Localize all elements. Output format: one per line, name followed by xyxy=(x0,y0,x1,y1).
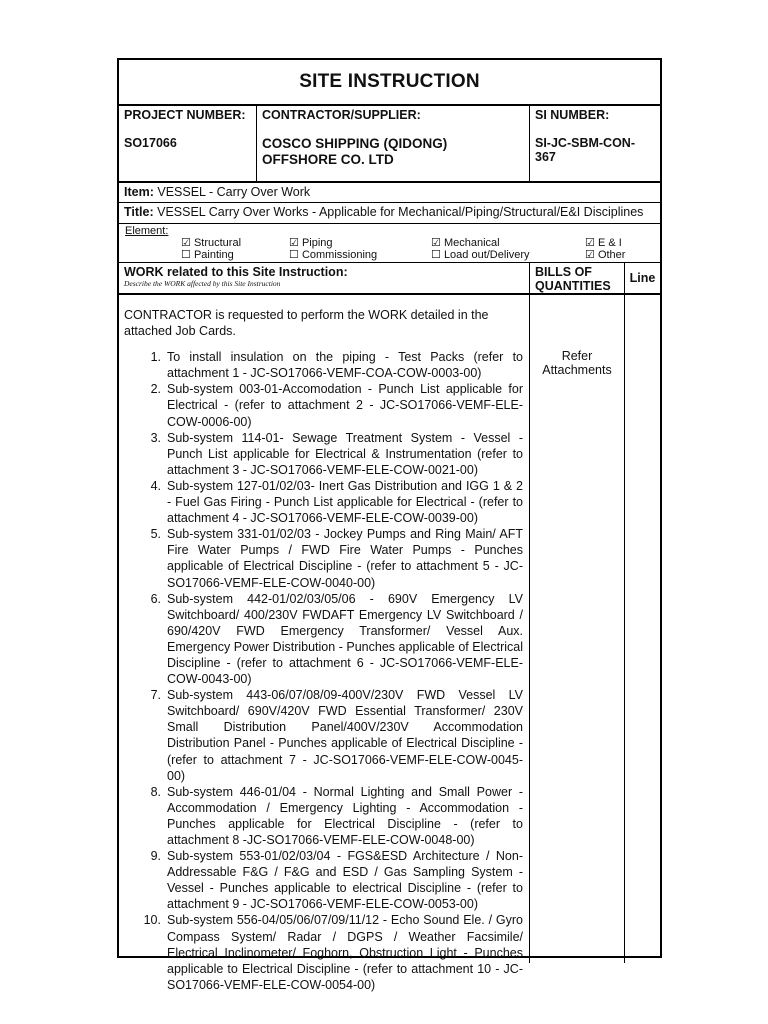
work-item xyxy=(124,848,523,912)
checkbox-icon: ☐ xyxy=(431,249,441,261)
title-row xyxy=(119,203,660,224)
project-cell xyxy=(119,106,257,181)
checkbox-label: Load out/Delivery xyxy=(443,249,530,261)
checkbox-label: Mechanical xyxy=(443,237,500,249)
work-item xyxy=(124,349,523,381)
si-number-label: SI NUMBER: xyxy=(535,108,610,122)
checkbox-icon: ☐ xyxy=(289,249,299,261)
form-title: SITE INSTRUCTION xyxy=(119,60,660,106)
checkbox-label: E & I xyxy=(597,237,622,249)
work-item-text: Sub-system 442-01/02/03/05/06 - 690V Emergency LV Switchboard/ 400/230V FWDAFT Emergency LV Switchboard / 690/420V FWD Emergency Transformer/ Vessel Aux. Emergency Power Distribution - Punches applicable of Electrical Discipline - (refer to attachment 6 - JC-SO17066-VEMF-ELE-COW-0043-00) xyxy=(167,591,523,687)
work-item-text: To install insulation on the piping - Test Packs (refer to attachment 1 - JC-SO17066-VEMF-COA-COW-0003-00) xyxy=(167,350,523,381)
checkbox-icon: ☑ xyxy=(431,237,441,249)
work-item-number: 6. xyxy=(150,591,161,606)
project-number-value: SO17066 xyxy=(124,136,177,150)
checkbox-icon: ☑ xyxy=(181,237,191,249)
bills-value-cell xyxy=(530,295,625,963)
site-instruction-form xyxy=(117,58,662,992)
si-cell xyxy=(530,106,660,181)
work-item xyxy=(124,381,523,429)
work-item xyxy=(124,526,523,590)
work-heading-cell xyxy=(119,263,530,293)
contractor-label: CONTRACTOR/SUPPLIER: xyxy=(262,108,421,122)
checkbox-icon: ☑ xyxy=(585,249,595,261)
bills-value: Refer Attachments xyxy=(542,349,612,377)
item-row xyxy=(119,183,660,203)
line-heading: Line xyxy=(629,271,656,285)
line-value-cell xyxy=(625,295,660,963)
element-row xyxy=(119,224,660,263)
item-label: Item: xyxy=(124,185,154,199)
checkbox-load-out-delivery[interactable] xyxy=(431,248,530,261)
checkbox-other[interactable] xyxy=(585,248,625,261)
work-item-number: 2. xyxy=(150,382,161,397)
work-item xyxy=(124,784,523,848)
work-header-row xyxy=(119,263,660,295)
work-item xyxy=(124,912,523,992)
title-label: Title: xyxy=(124,205,154,219)
checkbox-label: Other xyxy=(597,249,626,261)
project-number-label: PROJECT NUMBER: xyxy=(124,108,246,122)
title-value: VESSEL Carry Over Works - Applicable for Mechanical/Piping/Structural/E&I Disciplines xyxy=(157,205,644,219)
checkbox-label: Piping xyxy=(301,237,333,249)
work-item-number: 7. xyxy=(150,688,161,703)
work-item-number: 1. xyxy=(150,350,161,365)
work-item-number: 8. xyxy=(150,784,161,799)
work-item-text: Sub-system 331-01/02/03 - Jockey Pumps and Ring Main/ AFT Fire Water Pumps / FWD Fire Water Pumps - Punches applicable of Electrical Discipline - (refer to attachment 5 - JC-SO17066-VEMF-ELE-COW-0040-00) xyxy=(167,527,523,590)
work-item-text: Sub-system 443-06/07/08/09-400V/230V FWD Vessel LV Switchboard/ 690V/420V FWD Essential Transformer/ 230V Small Distribution Panel/400V/230V Accommodation Distribution Panel - Punches applicable of Electrical Discipline - (refer to attachment 7 - JC-SO17066-VEMF-ELE-COW-0045-00) xyxy=(167,688,523,783)
work-heading: WORK related to this Site Instruction: xyxy=(124,265,348,279)
work-item-number: 3. xyxy=(150,430,161,445)
checkbox-label: Structural xyxy=(193,237,242,249)
work-items-list xyxy=(124,349,523,993)
work-item xyxy=(124,478,523,526)
header-row xyxy=(119,106,660,183)
work-description-cell xyxy=(119,295,530,992)
work-item-text: Sub-system 553-01/02/03/04 - FGS&ESD Architecture / Non-Addressable F&G / F&G and ESD / Gas Sampling System - Vessel - Punches applicable to electrical Discipline - (refer to attachment 9 - JC-SO17066-VEMF-ELE-COW-0053-00) xyxy=(167,849,523,912)
checkbox-label: Commissioning xyxy=(301,249,378,261)
work-item-number: 10. xyxy=(143,913,161,928)
item-value: VESSEL - Carry Over Work xyxy=(157,185,311,199)
checkbox-painting[interactable] xyxy=(181,248,234,261)
work-item-text: Sub-system 127-01/02/03- Inert Gas Distribution and IGG 1 & 2 - Fuel Gas Firing - Punch List applicable for Electrical - (refer to attachment 4 - JC-SO17066-VEMF-ELE-COW-0039-00) xyxy=(167,478,523,526)
si-number-value: SI-JC-SBM-CON-367 xyxy=(535,136,635,164)
work-subheading: Describe the WORK affected by this Site Instruction xyxy=(124,279,281,288)
work-item-text: Sub-system 114-01- Sewage Treatment System - Vessel - Punch List applicable for Electrical & Instrumentation (refer to attachment 3 - JC-SO17066-VEMF-ELE-COW-0021-00) xyxy=(167,430,523,477)
contractor-value: COSCO SHIPPING (QIDONG) OFFSHORE CO. LTD xyxy=(262,136,448,167)
work-intro: CONTRACTOR is requested to perform the WORK detailed in the attached Job Cards. xyxy=(124,308,489,339)
contractor-cell xyxy=(257,106,530,181)
work-item-text: Sub-system 446-01/04 - Normal Lighting and Small Power - Accommodation / Emergency Lighting - Accommodation - Punches applicable for Electrical Discipline - (refer to attachment 8 -JC-SO17066-VEMF-ELE-COW-0048-00) xyxy=(167,784,523,847)
work-item-number: 9. xyxy=(150,849,161,864)
element-label: Element: xyxy=(125,225,169,237)
work-item-text: Sub-system 556-04/05/06/07/09/11/12 - Echo Sound Ele. / Gyro Compass System/ Radar / DGPS / Weather Facsimile/ Electrical Inclinometer/ Foghorn, Obstruction Light - Punches applicable to Electrical Discipline - (refer to attachment 10 - JC-SO17066-VEMF-ELE-COW-0054-00) xyxy=(167,913,523,992)
work-item-number: 4. xyxy=(150,478,161,493)
checkbox-icon: ☑ xyxy=(585,237,595,249)
checkbox-icon: ☐ xyxy=(181,249,191,261)
work-item xyxy=(124,687,523,784)
work-item-text: Sub-system 003-01-Accomodation - Punch List applicable for Electrical - (refer to attachment 2 - JC-SO17066-VEMF-ELE-COW-0006-00) xyxy=(167,382,523,429)
checkbox-label: Painting xyxy=(193,249,234,261)
checkbox-icon: ☑ xyxy=(289,237,299,249)
work-body xyxy=(119,295,660,992)
bills-heading: BILLS OF QUANTITIES xyxy=(530,263,625,293)
checkbox-commissioning[interactable] xyxy=(289,248,377,261)
work-item xyxy=(124,591,523,688)
work-item-number: 5. xyxy=(150,527,161,542)
work-item xyxy=(124,430,523,478)
